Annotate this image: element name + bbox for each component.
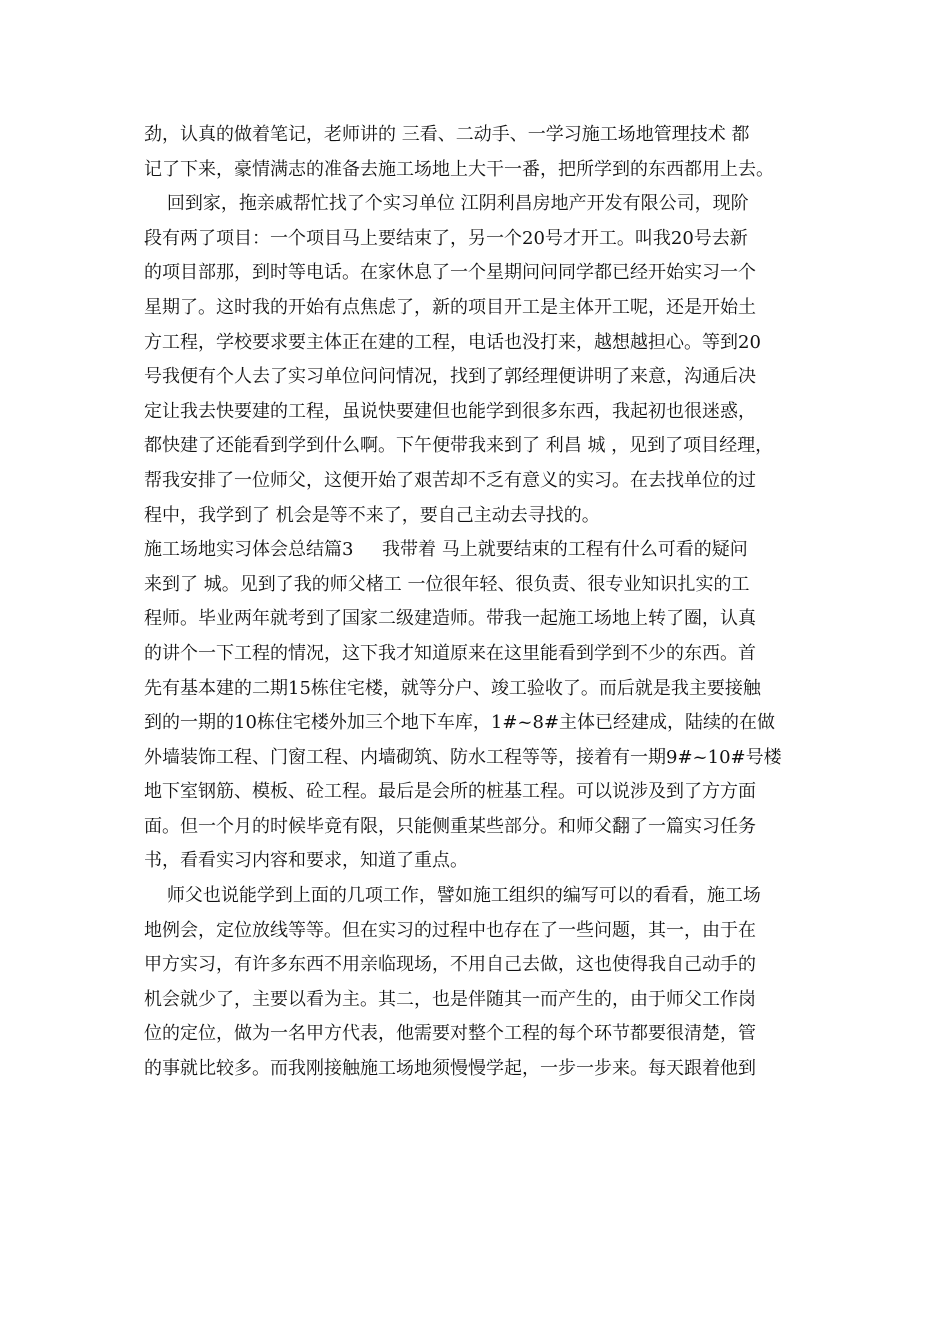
text-line-19: 外墙装饰工程、门窗工程、内墙砌筑、防水工程等等，接着有一期9#~10#号楼 bbox=[144, 746, 782, 768]
text-line-21: 面。但一个月的时候毕竟有限，只能侧重某些部分。和师父翻了一篇实习任务 bbox=[144, 815, 756, 837]
text-line-12: 程中，我学到了 机会是等不来了，要自己主动去寻找的。 bbox=[144, 504, 600, 526]
text-line-1: 劲，认真的做着笔记，老师讲的 三看、二动手、一学习施工场地管理技术 都 bbox=[144, 124, 750, 145]
text-line-24: 地例会，定位放线等等。但在实习的过程中也存在了一些问题，其一，由于在 bbox=[144, 919, 756, 941]
text-line-20: 地下室钢筋、模板、砼工程。最后是会所的桩基工程。可以说涉及到了方方面 bbox=[144, 781, 756, 803]
text-line-18: 到的一期的10栋住宅楼外加三个地下车库，1#~8#主体已经建成，陆续的在做 bbox=[144, 712, 776, 734]
text-line-15: 程师。毕业两年就考到了国家二级建造师。带我一起施工场地上转了圈，认真 bbox=[144, 608, 756, 630]
body-text bbox=[144, 118, 824, 1087]
text-line-8: 号我便有个人去了实习单位问问情况，找到了郭经理便讲明了来意，沟通后决 bbox=[144, 366, 756, 388]
text-line-14: 来到了 城。见到了我的师父楮工 一位很年轻、很负责、很专业知识扎实的工 bbox=[144, 573, 750, 595]
text-line-2: 记了下来，豪情满志的准备去施工场地上大干一番，把所学到的东西都用上去。 bbox=[144, 158, 774, 180]
text-line-26: 机会就少了，主要以看为主。其二，也是伴随其一而产生的，由于师父工作岗 bbox=[144, 988, 756, 1010]
text-line-17: 先有基本建的二期15栋住宅楼，就等分户、竣工验收了。而后就是我主要接触 bbox=[144, 677, 761, 699]
text-line-11: 帮我安排了一位师父，这便开始了艰苦却不乏有意义的实习。在去找单位的过 bbox=[144, 469, 756, 491]
text-line-6: 星期了。这时我的开始有点焦虑了，新的项目开工是主体开工呢，还是开始土 bbox=[144, 296, 756, 318]
text-line-23: 师父也说能学到上面的几项工作，譬如施工组织的编写可以的看看，施工场 bbox=[144, 885, 761, 907]
text-line-16: 的讲个一下工程的情况，这下我才知道原来在这里能看到学到不少的东西。首 bbox=[144, 642, 756, 664]
text-line-9: 定让我去快要建的工程，虽说快要建但也能学到很多东西，我起初也很迷惑， bbox=[144, 400, 756, 422]
text-line-4: 段有两了项目：一个项目马上要结束了，另一个20号才开工。叫我20号去新 bbox=[144, 227, 748, 249]
text-line-7: 方工程，学校要求要主体正在建的工程，电话也没打来，越想越担心。等到20 bbox=[144, 331, 761, 353]
text-line-22: 书，看看实习内容和要求，知道了重点。 bbox=[144, 850, 468, 872]
text-line-10: 都快建了还能看到学到什么啊。下午便带我来到了 利昌 城 ，见到了项目经理， bbox=[144, 435, 774, 457]
text-line-3: 回到家，拖亲戚帮忙找了个实习单位 江阴利昌房地产开发有限公司，现阶 bbox=[144, 193, 749, 215]
text-line-27: 位的定位，做为一名甲方代表，他需要对整个工程的每个环节都要很清楚，管 bbox=[144, 1023, 756, 1045]
text-line-25: 甲方实习，有许多东西不用亲临现场，不用自己去做，这也使得我自己动手的 bbox=[144, 954, 756, 976]
text-line-5: 的项目部那，到时等电话。在家休息了一个星期问问同学都已经开始实习一个 bbox=[144, 262, 756, 284]
section-heading-line: 施工场地实习体会总结篇3 我带着 马上就要结束的工程有什么可看的疑问 bbox=[144, 539, 748, 561]
text-line-28: 的事就比较多。而我刚接触施工场地须慢慢学起，一步一步来。每天跟着他到 bbox=[144, 1058, 756, 1080]
